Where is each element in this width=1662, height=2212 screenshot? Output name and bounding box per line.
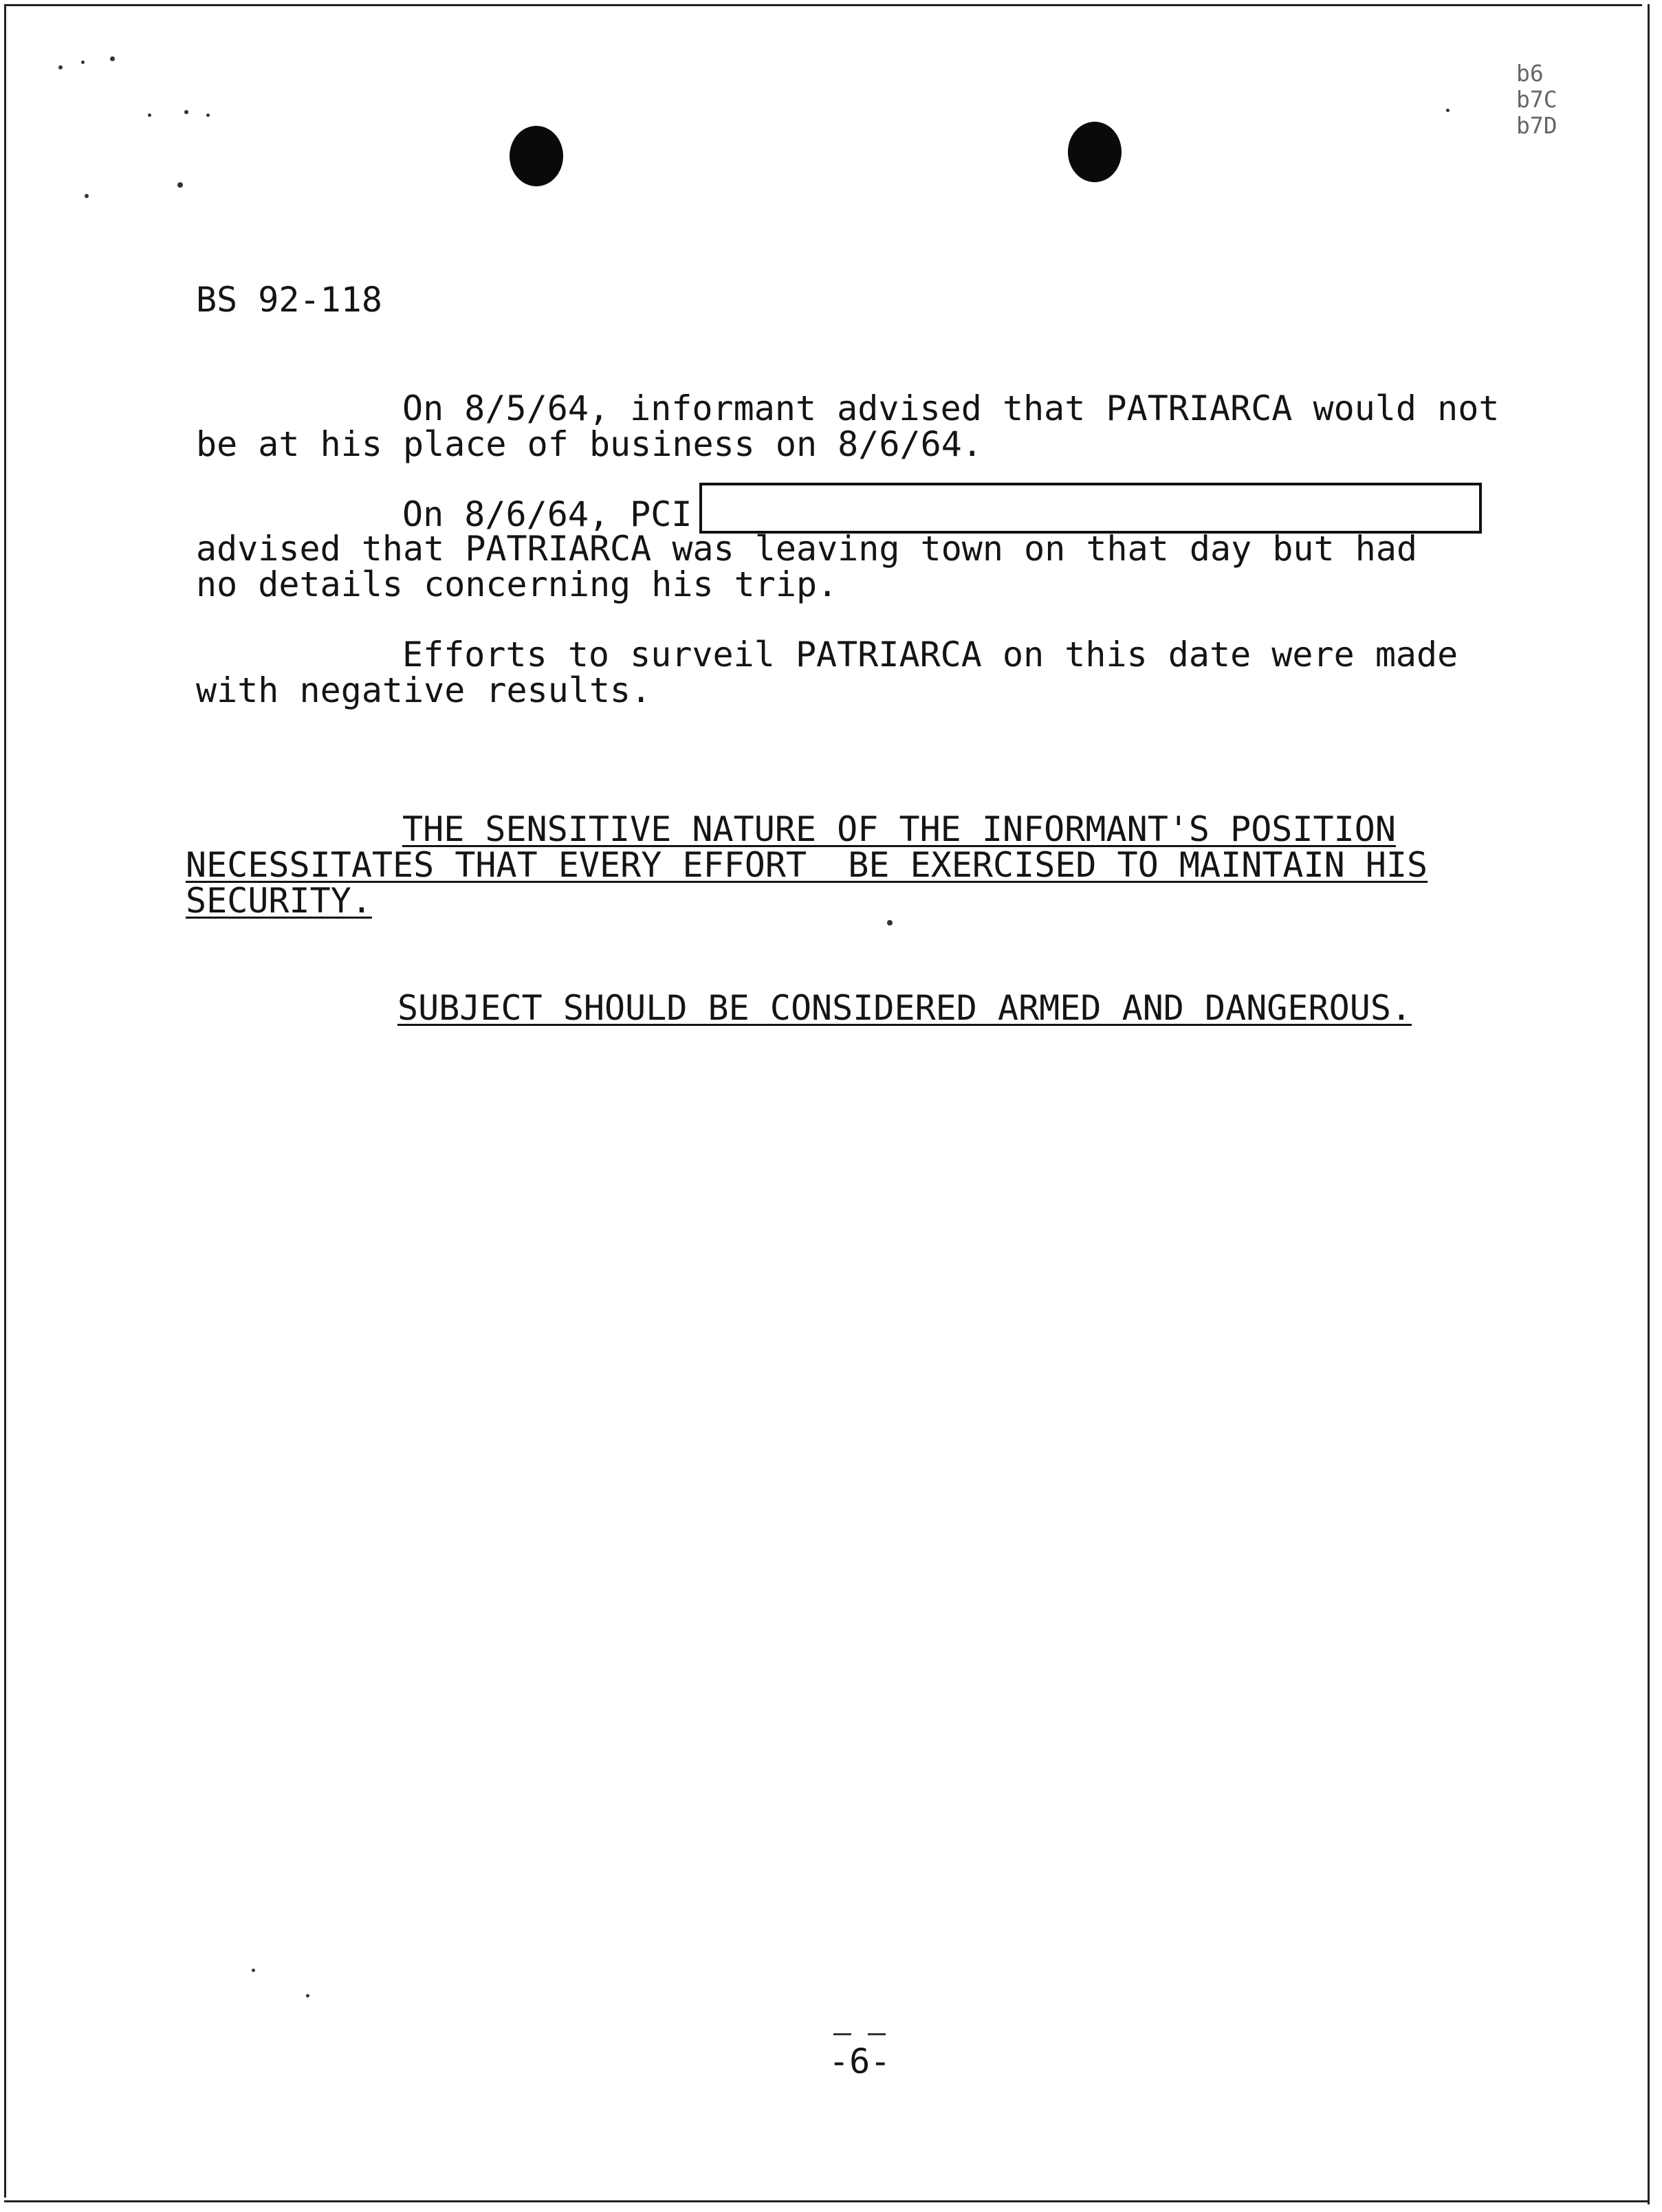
page-number-mark: [868, 2033, 886, 2035]
paragraph-line: be at his place of business on 8/6/64.: [196, 424, 983, 464]
security-warning-line: NECESSITATES THAT EVERY EFFORT BE EXERCISED TO MAINTAIN HIS: [186, 845, 1428, 885]
file-number: BS 92-118: [196, 280, 382, 320]
scan-speck: [148, 113, 151, 117]
page-edge-left: [4, 4, 6, 2198]
scan-speck: [58, 65, 63, 69]
redaction-box: [699, 483, 1482, 534]
page-number-mark: [833, 2033, 851, 2035]
scan-speck: [110, 56, 115, 61]
scan-speck: [887, 920, 893, 926]
scan-speck: [85, 194, 89, 198]
paragraph-line: advised that PATRIARCA was leaving town on that day but had: [196, 529, 1418, 569]
scan-speck: [184, 110, 188, 114]
armed-dangerous-warning: SUBJECT SHOULD BE CONSIDERED ARMED AND DANGEROUS.: [397, 988, 1412, 1028]
scan-speck: [177, 182, 183, 188]
scan-speck: [81, 61, 85, 64]
page-number: -6-: [829, 2041, 891, 2081]
page-edge-right: [1648, 4, 1650, 2204]
paragraph-line: Efforts to surveil PATRIARCA on this date were made: [402, 635, 1458, 675]
exemption-code: b7D: [1516, 112, 1557, 139]
scan-speck: [306, 1994, 309, 1997]
scan-speck: [206, 113, 210, 117]
paragraph-line: On 8/6/64, PCI: [402, 494, 692, 534]
foia-exemption-codes: [1516, 61, 1557, 139]
paragraph-line: no details concerning his trip.: [196, 565, 838, 604]
security-warning-line: THE SENSITIVE NATURE OF THE INFORMANT'S POSITION: [402, 809, 1396, 849]
scan-speck: [252, 1969, 255, 1972]
security-warning-line: SECURITY.: [186, 881, 372, 921]
punch-hole-left: [510, 126, 563, 186]
paragraph-line: On 8/5/64, informant advised that PATRIARCA would not: [402, 388, 1500, 428]
paragraph-line: with negative results.: [196, 670, 652, 710]
exemption-code: b6: [1516, 60, 1544, 87]
page-edge-top: [6, 4, 1642, 6]
scan-speck: [1446, 109, 1450, 112]
page-edge-bottom: [4, 2200, 1648, 2202]
exemption-code: b7C: [1516, 86, 1557, 113]
punch-hole-right: [1068, 122, 1122, 182]
